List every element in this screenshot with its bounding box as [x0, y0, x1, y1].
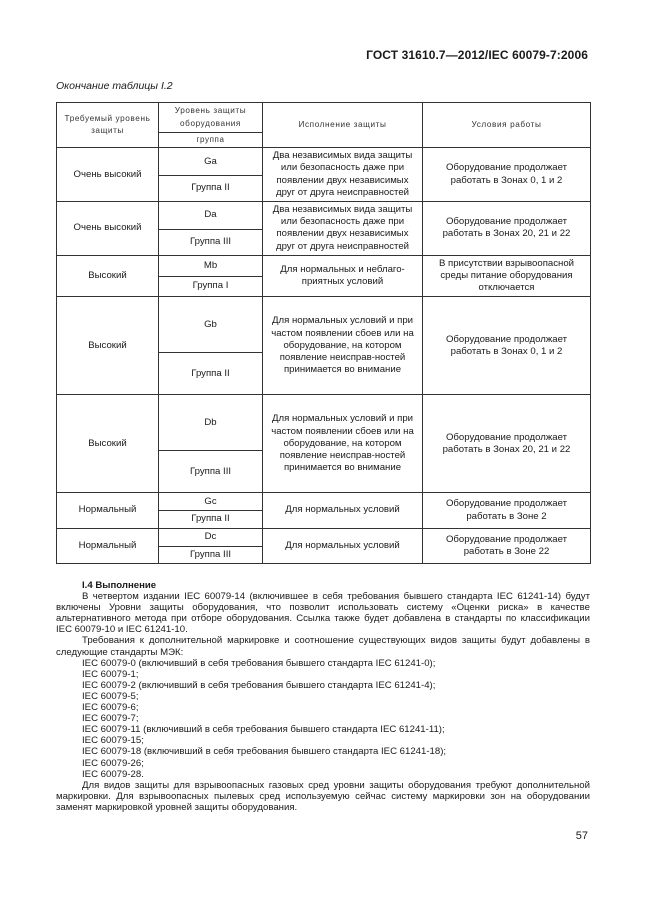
- section-implementation: [56, 580, 590, 813]
- cell-protection: Для нормальных и неблаго-приятных условий: [263, 255, 423, 297]
- list-item: IEC 60079-26;: [82, 757, 144, 769]
- cell-required-level: Высокий: [57, 297, 159, 395]
- cell-protection: Для нормальных условий и при частом появлении сбоев или на оборудование, на котором появление неисправ-ностей принимается во внимание: [263, 395, 423, 493]
- list-item: IEC 60079-0 (включивший в себя требования бывшего стандарта IEC 61241-0);: [82, 657, 436, 669]
- list-item: IEC 60079-1;: [82, 668, 139, 680]
- table-row: [57, 528, 591, 546]
- cell-epl: Gc: [159, 493, 263, 511]
- list-item: IEC 60079-7;: [82, 713, 139, 725]
- cell-epl: Db: [159, 395, 263, 451]
- cell-group: Группа III: [159, 451, 263, 493]
- header-required-level: Требуемый уровень защиты: [57, 103, 159, 148]
- cell-conditions: Оборудование продолжает работать в Зонах 0, 1 и 2: [423, 148, 591, 202]
- table-caption: Окончание таблицы I.2: [56, 80, 173, 92]
- cell-group: Группа III: [159, 229, 263, 255]
- header-equipment-level: Уровень защиты оборудования: [159, 103, 263, 133]
- list-item: IEC 60079-2 (включивший в себя требования бывшего стандарта IEC 61241-4);: [82, 679, 436, 691]
- cell-conditions: Оборудование продолжает работать в Зонах 0, 1 и 2: [423, 297, 591, 395]
- cell-group: Группа II: [159, 511, 263, 528]
- cell-conditions: Оборудование продолжает работать в Зоне 22: [423, 528, 591, 563]
- table-row: [57, 297, 591, 353]
- cell-group: Группа II: [159, 176, 263, 202]
- list-item: IEC 60079-11 (включивший в себя требования бывшего стандарта IEC 61241-11);: [82, 724, 445, 736]
- section-title: I.4 Выполнение: [82, 580, 157, 591]
- cell-required-level: Очень высокий: [57, 148, 159, 202]
- cell-epl: Mb: [159, 255, 263, 276]
- cell-protection: Два независимых вида защиты или безопасность даже при появлении двух независимых друг от друга неисправностей: [263, 202, 423, 256]
- section-paragraph-2: Требования к дополнительной маркировке и соотношение существующих видов защиты будут добавлены в следующие стандарты МЭК:: [56, 635, 590, 658]
- list-item: IEC 60079-28.: [82, 768, 144, 780]
- cell-required-level: Очень высокий: [57, 202, 159, 256]
- document-header: ГОСТ 31610.7—2012/IEC 60079-7:2006: [366, 48, 588, 62]
- table-row: [57, 255, 591, 276]
- cell-protection: Для нормальных условий: [263, 493, 423, 528]
- section-paragraph-1: В четвертом издании IEC 60079-14 (включившее в себя требования бывшего стандарта IEC 61241-14) будут включены Уровни защиты оборудования, что позволит использовать систему «Оценки риска» в качестве альтернативного метода при отборе оборудования. Ссылка также будет добавлена в стандарты по классификации IEC 60079-10 и IEC 61241-10.: [56, 591, 590, 636]
- list-item: IEC 60079-5;: [82, 690, 139, 702]
- table-row: [57, 202, 591, 230]
- cell-group: Группа I: [159, 276, 263, 297]
- cell-conditions: Оборудование продолжает работать в Зонах 20, 21 и 22: [423, 202, 591, 256]
- cell-conditions: В присутствии взрывоопасной среды питание оборудования отключается: [423, 255, 591, 297]
- cell-protection: Для нормальных условий и при частом появлении сбоев или на оборудование, на котором появление неисправ-ностей принимается во внимание: [263, 297, 423, 395]
- table-row: [57, 148, 591, 176]
- cell-protection: Два независимых вида защиты или безопасность даже при появлении двух независимых друг от друга неисправностей: [263, 148, 423, 202]
- cell-conditions: Оборудование продолжает работать в Зонах 20, 21 и 22: [423, 395, 591, 493]
- cell-epl: Dc: [159, 528, 263, 546]
- header-conditions: Условия работы: [423, 103, 591, 148]
- section-paragraph-3: Для видов защиты для взрывоопасных газовых сред уровни защиты оборудования требуют дополнительной маркировки. Для взрывоопасных пылевых сред используемую сейчас систему маркировки зон на оборудовании заменят маркировкой уровней защиты оборудования.: [56, 779, 590, 813]
- standards-list: [56, 658, 590, 780]
- cell-conditions: Оборудование продолжает работать в Зоне 2: [423, 493, 591, 528]
- list-item: IEC 60079-15;: [82, 735, 144, 747]
- cell-epl: Da: [159, 202, 263, 230]
- protection-levels-table: [56, 102, 591, 564]
- cell-group: Группа III: [159, 546, 263, 563]
- cell-epl: Ga: [159, 148, 263, 176]
- cell-required-level: Нормальный: [57, 528, 159, 563]
- cell-required-level: Высокий: [57, 395, 159, 493]
- page-number: 57: [575, 830, 588, 842]
- cell-protection: Для нормальных условий: [263, 528, 423, 563]
- list-item: IEC 60079-6;: [82, 702, 139, 714]
- cell-required-level: Нормальный: [57, 493, 159, 528]
- cell-epl: Gb: [159, 297, 263, 353]
- header-group: группа: [159, 133, 263, 148]
- table-row: [57, 493, 591, 511]
- table-row: [57, 395, 591, 451]
- list-item: IEC 60079-18 (включивший в себя требования бывшего стандарта IEC 61241-18);: [82, 746, 447, 758]
- cell-required-level: Высокий: [57, 255, 159, 297]
- cell-group: Группа II: [159, 353, 263, 395]
- header-protection: Исполнение защиты: [263, 103, 423, 148]
